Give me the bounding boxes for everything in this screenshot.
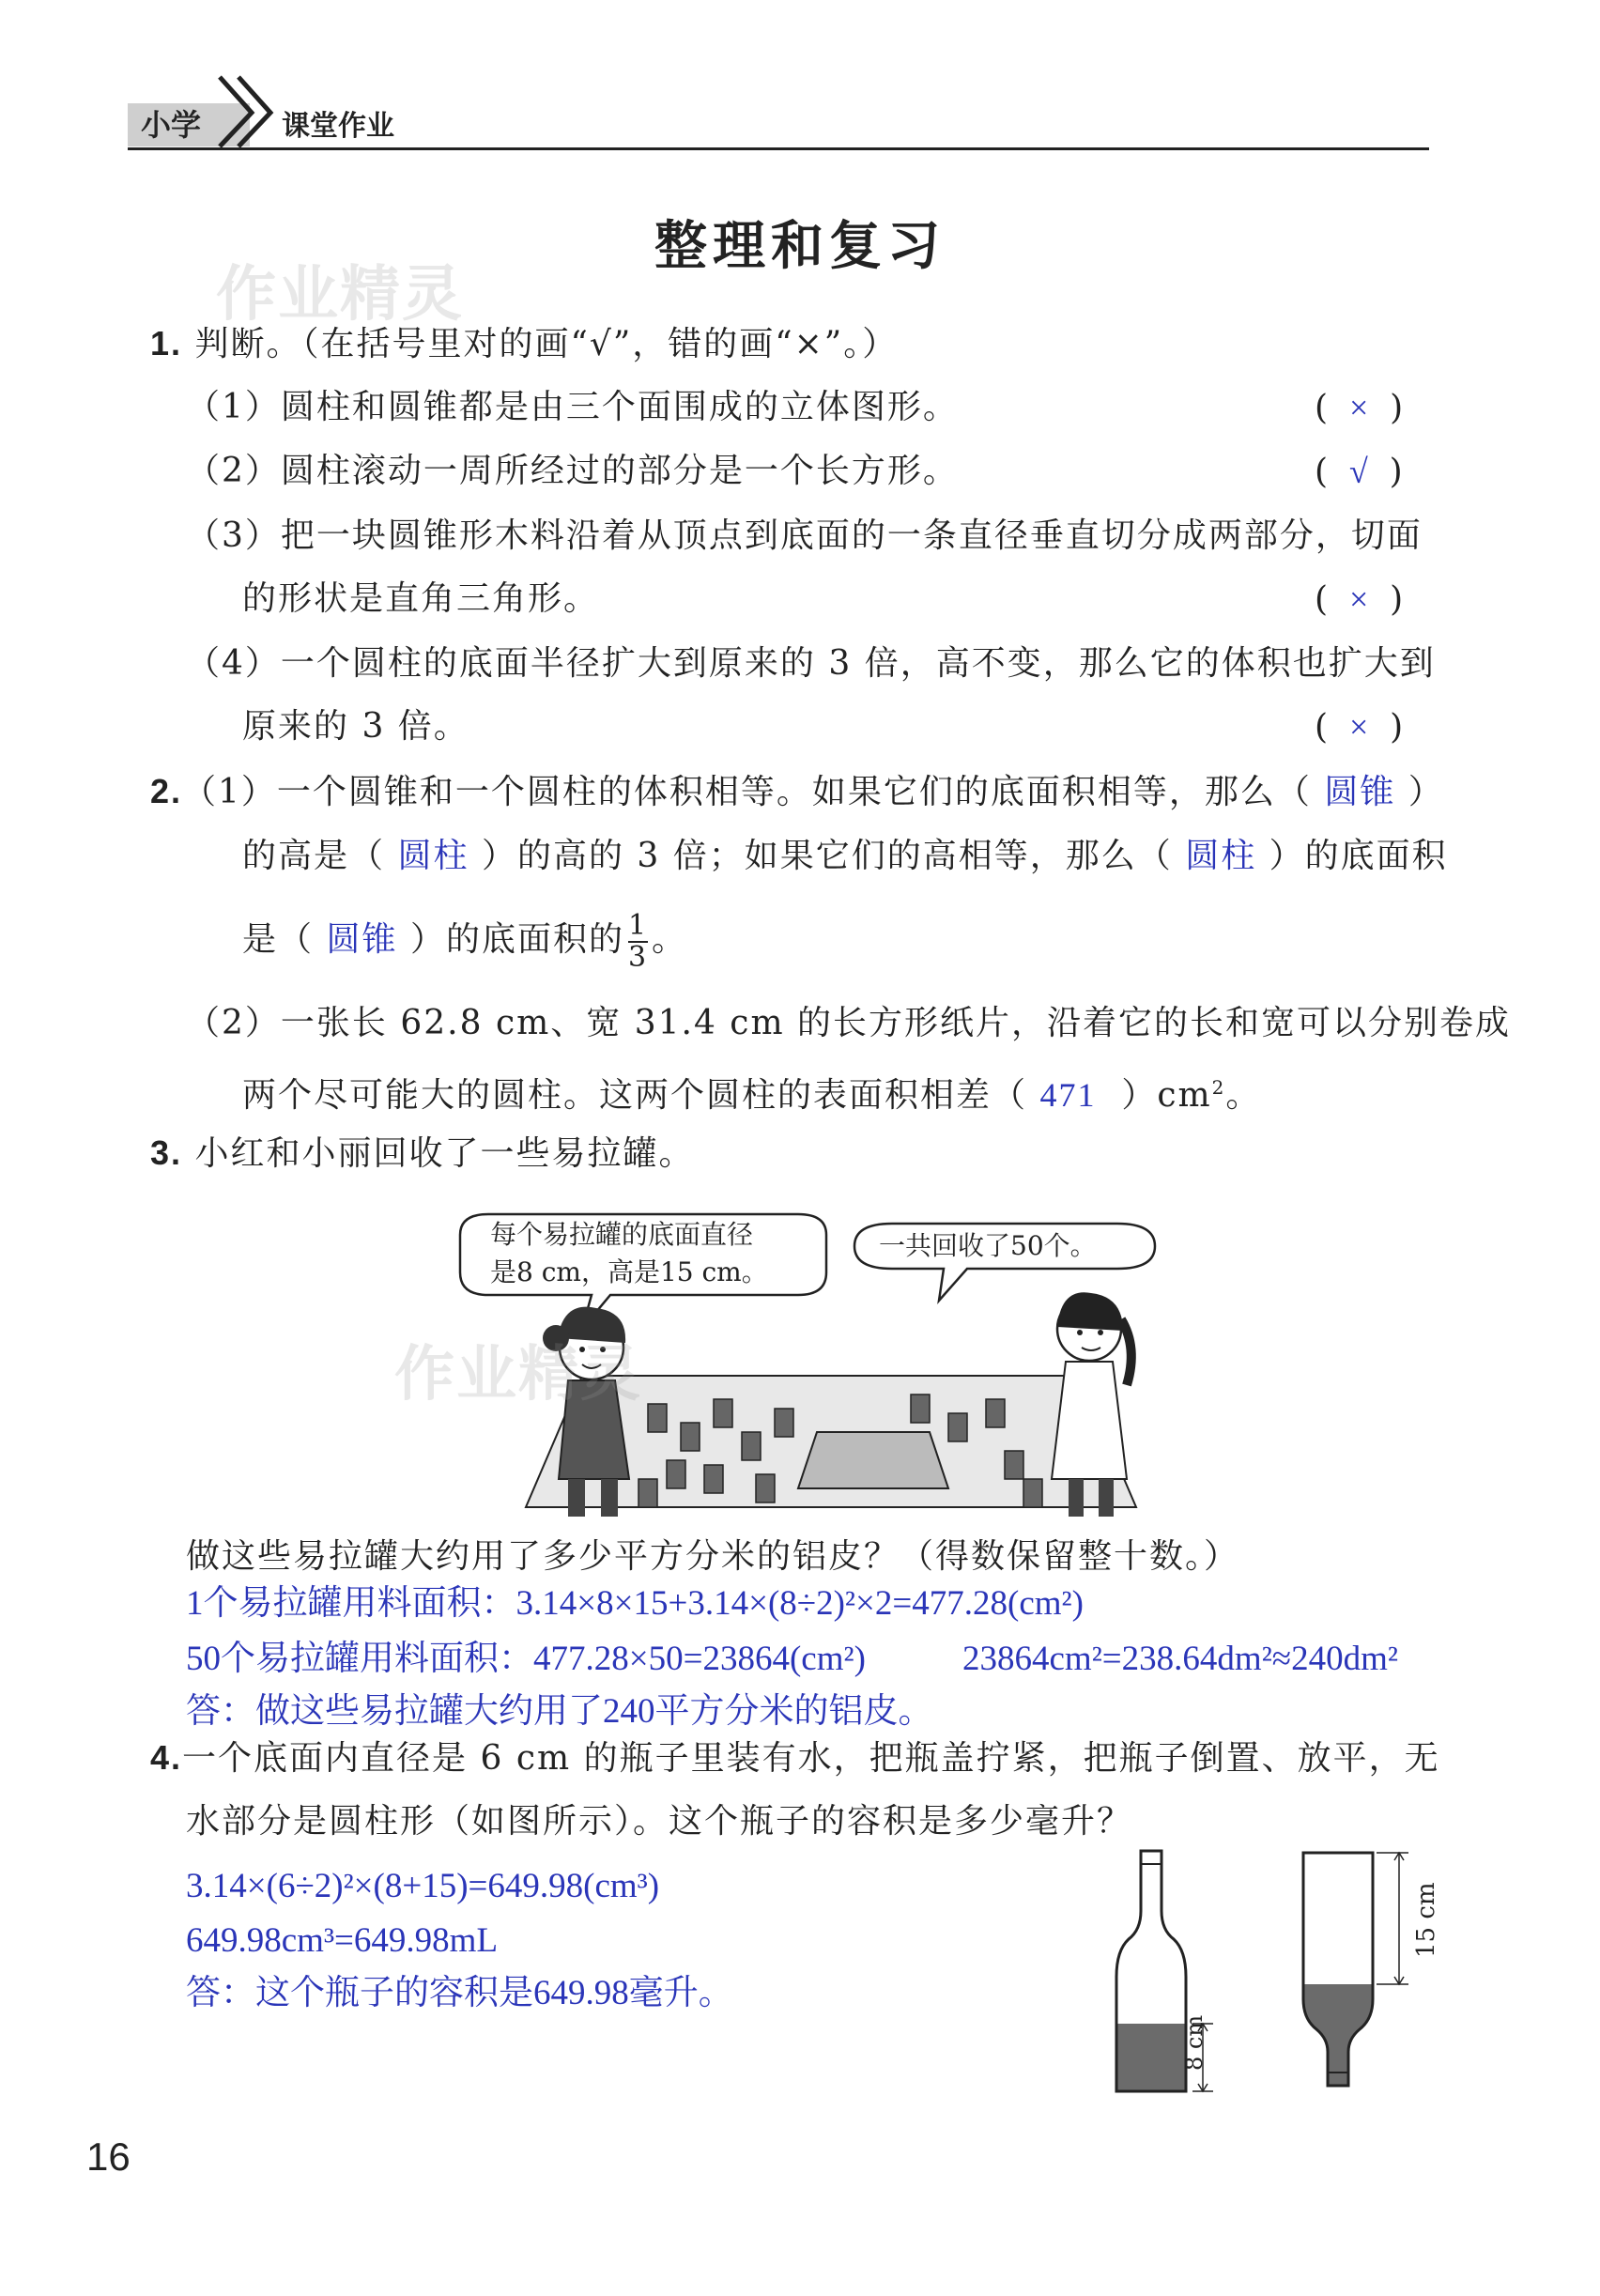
water-height-label: 8 cm [1181, 2014, 1208, 2071]
q3-work-line-2: 50个易拉罐用料面积：477.28×50=23864(cm²) [186, 1640, 866, 1678]
q2-p1-line2 [242, 831, 1448, 881]
page-number: 16 [86, 2134, 131, 2179]
q2-answer-4: 圆锥 [326, 920, 398, 958]
q2-p2-superscript: 2 [1211, 1076, 1226, 1099]
q2-p1-text-d: ）的高的 3 倍；如果它们的高相等，那么（ [481, 837, 1173, 875]
q1-item-1-answer-box: ( × ) [1315, 389, 1404, 427]
q4-answer: 答：这个瓶子的容积是649.98毫升。 [186, 1974, 733, 2012]
q4-number: 4. [150, 1738, 183, 1777]
watermark-top: 作业精灵 [216, 260, 464, 330]
q3-question: 做这些易拉罐大约用了多少平方分米的铝皮？（得数保留整十数。） [186, 1537, 1240, 1576]
q1-item-1: （1）圆柱和圆锥都是由三个面围成的立体图形。 [186, 388, 959, 426]
q2-p2-line1: （2）一张长 62.8 cm、宽 31.4 cm 的长方形纸片，沿着它的长和宽可以分别卷成 [186, 1004, 1512, 1042]
q1-item-4-cont: 原来的 3 倍。 [242, 707, 469, 746]
q2-number: 2. [150, 772, 183, 810]
q3-number: 3. [150, 1133, 183, 1172]
q2-p2-text-d: 。 [1225, 1076, 1262, 1115]
q3-stem [150, 1129, 695, 1179]
watermark-mid: 作业精灵 [394, 1340, 642, 1410]
cardboard-box [798, 1432, 948, 1488]
bottle-upright-diagram [1099, 1845, 1239, 2099]
q2-p2-line2 [242, 1063, 1261, 1120]
q2-p1-text-h: 。 [652, 920, 688, 959]
q1-item-3-answer: × [1348, 580, 1369, 618]
q1-item-3-cont: 的形状是直角三角形。 [242, 579, 600, 618]
q4-stem-line-2: 水部分是圆柱形（如图所示）。这个瓶子的容积是多少毫升？ [186, 1802, 1133, 1841]
header-book: 课堂作业 [282, 110, 394, 143]
q2-p1-text-b: ） [1408, 773, 1444, 811]
q4-work-line-2: 649.98cm³=649.98mL [186, 1921, 499, 1960]
page-title: 整理和复习 [654, 216, 946, 277]
q4-stem-line-1 [150, 1734, 1440, 1783]
q2-answer-1: 圆锥 [1324, 773, 1396, 810]
q2-p2-answer: 471 [1039, 1076, 1097, 1114]
q1-item-3-answer-box: ( × ) [1315, 580, 1404, 619]
fraction-numerator: 1 [627, 909, 649, 942]
q3-work-line-3: 23864cm²=238.64dm²≈240dm² [962, 1640, 1398, 1678]
q2-p1-line1 [150, 767, 1444, 817]
q2-p1-text-c: 的高是（ [242, 837, 386, 875]
q3-stem-text: 小红和小丽回收了一些易拉罐。 [194, 1134, 695, 1173]
q1-item-1-answer: × [1348, 389, 1369, 426]
q4-work-line-1: 3.14×(6÷2)²×(8+15)=649.98(cm³) [186, 1867, 660, 1905]
double-chevron-icon [214, 71, 280, 150]
q1-stem [150, 319, 898, 369]
bubble-right: 一共回收了50个。 [879, 1230, 1097, 1261]
q1-item-4: （4）一个圆柱的底面半径扩大到原来的 3 倍，高不变，那么它的体积也扩大到 [186, 644, 1436, 683]
bubble-left-line-1: 每个易拉罐的底面直径 [490, 1219, 754, 1250]
header-section: 小学 [141, 107, 202, 143]
q3-answer: 答：做这些易拉罐大约用了240平方分米的铝皮。 [186, 1692, 933, 1731]
header-rule [128, 147, 1429, 150]
q2-answer-3: 圆柱 [1185, 837, 1257, 874]
q1-item-4-answer: × [1348, 708, 1369, 746]
q1-item-2-answer-box: ( √ ) [1315, 453, 1403, 491]
q1-item-2-answer: √ [1348, 453, 1368, 490]
q1-item-3: （3）把一块圆锥形木料沿着从顶点到底面的一条直径垂直切分成两部分，切面 [186, 516, 1423, 555]
q1-stem-text: 判断。（在括号里对的画“√”，错的画“×”。） [194, 325, 899, 363]
q1-number: 1. [150, 324, 183, 362]
q2-answer-2: 圆柱 [397, 837, 469, 874]
fraction-denominator: 3 [627, 941, 649, 974]
q2-p2-text-c: ）cm [1121, 1076, 1212, 1115]
q2-p2-text-b: 两个尽可能大的圆柱。这两个圆柱的表面积相差（ [242, 1076, 1028, 1115]
q4-stem-text-1: 一个底面内直径是 6 cm 的瓶子里装有水，把瓶盖拧紧，把瓶子倒置、放平，无 [182, 1739, 1440, 1778]
q1-item-2: （2）圆柱滚动一周所经过的部分是一个长方形。 [186, 452, 959, 490]
q2-p1-text-e: ）的底面积 [1269, 837, 1448, 875]
fraction-one-third [628, 911, 648, 973]
q2-p1-line3 [242, 903, 687, 976]
q2-p1-text-a: （1）一个圆锥和一个圆柱的体积相等。如果它们的底面积相等，那么（ [182, 773, 1312, 811]
bubble-left-line-2: 是8 cm，高是15 cm。 [490, 1256, 768, 1287]
q3-work-line-1: 1个易拉罐用料面积：3.14×8×15+3.14×(8÷2)²×2=477.28(cm²) [186, 1584, 1084, 1623]
q2-p1-text-f: 是（ [242, 920, 315, 959]
q1-item-4-answer-box: ( × ) [1315, 708, 1404, 747]
air-height-label: 15 cm [1412, 1882, 1440, 1958]
q2-p1-text-g: ）的底面积的 [409, 920, 624, 959]
